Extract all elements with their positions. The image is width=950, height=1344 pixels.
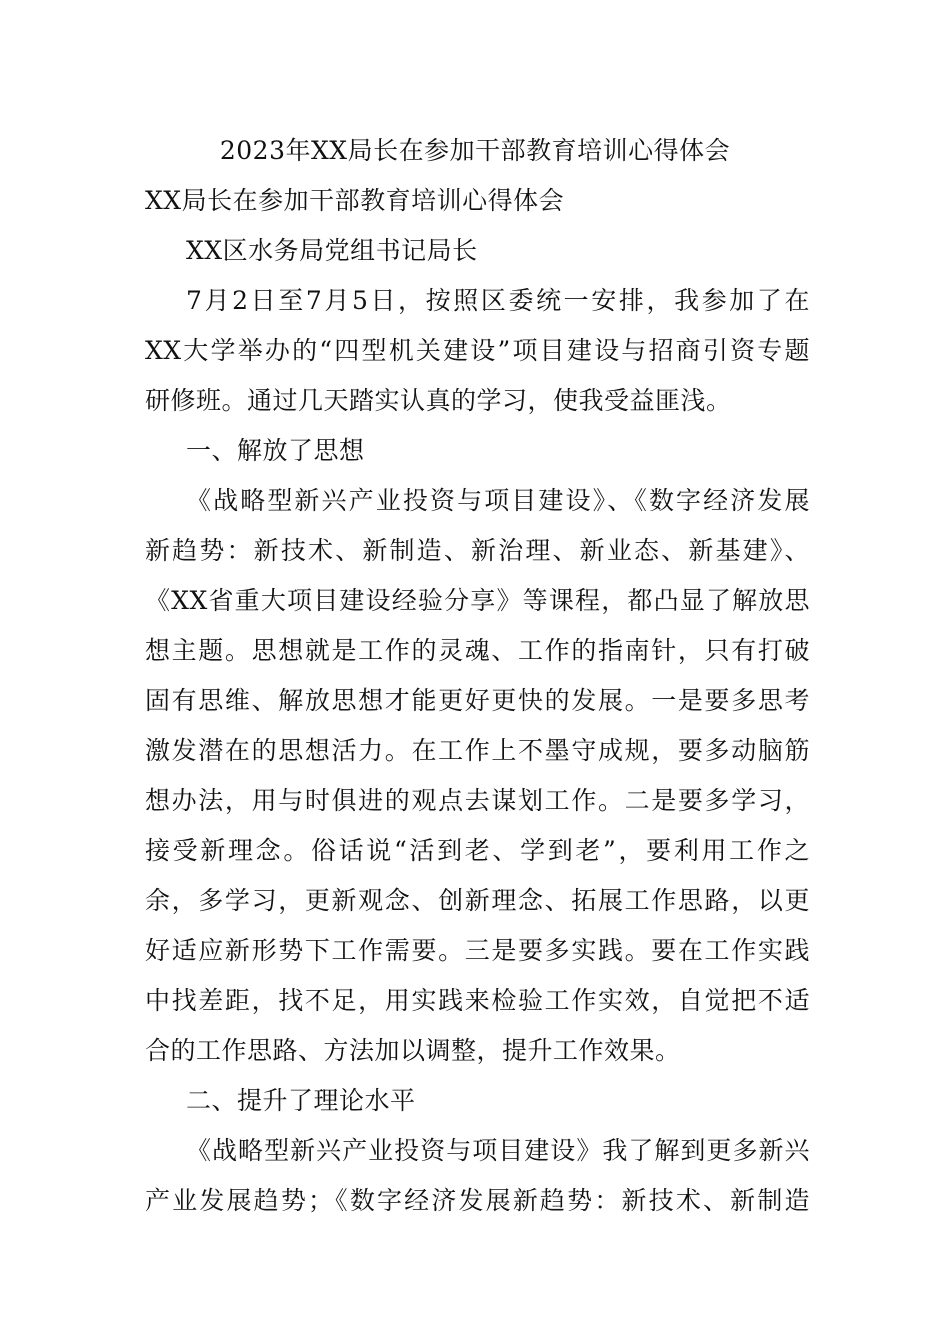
paragraph-line: 想主题。思想就是工作的灵魂、工作的指南针，只有打破 — [145, 636, 810, 665]
paragraph-line: 产业发展趋势；《数字经济发展新趋势：新技术、新制造 — [145, 1186, 810, 1215]
paragraph-line: 接受新理念。俗话说“活到老、学到老”，要利用工作之 — [145, 836, 810, 865]
paragraph-line: 研修班。通过几天踏实认真的学习，使我受益匪浅。 — [145, 386, 732, 415]
document-subtitle: XX局长在参加干部教育培训心得体会 — [145, 186, 565, 215]
paragraph-line: 激发潜在的思想活力。在工作上不墨守成规，要多动脑筋 — [145, 736, 810, 765]
document-title: 2023年XX局长在参加干部教育培训心得体会 — [219, 136, 731, 165]
paragraph-line: 余，多学习，更新观念、创新理念、拓展工作思路，以更 — [145, 886, 810, 915]
paragraph-line: 《XX省重大项目建设经验分享》等课程，都凸显了解放思 — [145, 586, 810, 615]
paragraph-line: 7月2日至7月5日，按照区委统一安排，我参加了在 — [186, 286, 810, 315]
paragraph-line: 固有思维、解放思想才能更好更快的发展。一是要多思考 — [145, 686, 810, 715]
paragraph-line: 中找差距，找不足，用实践来检验工作实效，自觉把不适 — [145, 986, 810, 1015]
paragraph-line: 新趋势：新技术、新制造、新治理、新业态、新基建》、 — [145, 536, 810, 565]
paragraph-line: 想办法，用与时俱进的观点去谋划工作。二是要多学习， — [145, 786, 810, 815]
paragraph-line: 好适应新形势下工作需要。三是要多实践。要在工作实践 — [145, 936, 810, 965]
section-heading: 二、提升了理论水平 — [186, 1086, 416, 1115]
paragraph-line: 《战略型新兴产业投资与项目建设》、《数字经济发展 — [186, 486, 810, 515]
paragraph-line: XX大学举办的“四型机关建设”项目建设与招商引资专题 — [145, 336, 810, 365]
section-heading: 一、解放了思想 — [186, 436, 365, 465]
document-author: XX区水务局党组书记局长 — [186, 236, 478, 265]
paragraph-line: 合的工作思路、方法加以调整，提升工作效果。 — [145, 1036, 681, 1065]
paragraph-line: 《战略型新兴产业投资与项目建设》我了解到更多新兴 — [186, 1136, 810, 1165]
